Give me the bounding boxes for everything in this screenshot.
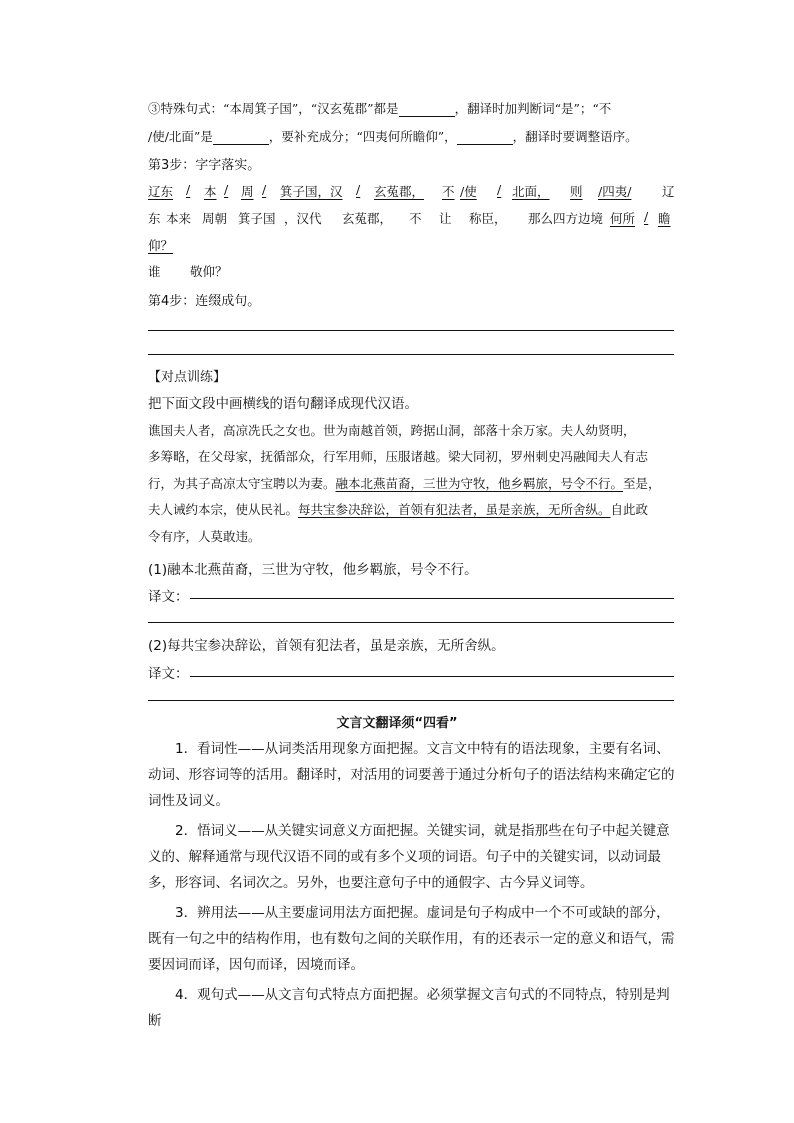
passage-text: 夫人诫约本宗，使从民礼。 xyxy=(148,502,299,517)
method-text: ——从主要虚词用法方面把握。虚词是句子构成中一个不可或缺的部分，既有一句之中的结构作用，也有数句之间的关联作用，有的还表示一定的意义和语气，需要因词而译，因句而译，因境而译。 xyxy=(148,905,675,973)
segment: 玄菟郡， xyxy=(374,184,425,199)
blank-field[interactable] xyxy=(457,131,513,145)
segment: 则 xyxy=(570,184,583,199)
answer-line[interactable] xyxy=(148,330,674,331)
segment: /使 xyxy=(460,184,477,199)
method-item-3 xyxy=(148,900,676,978)
method-text: ——从关键实词意义方面把握。关键实词，就是指那些在句子中起关键意义的、解释通常与现代汉语不同的或有多个义项的词语。句子中的关键实词，以动词最多，形容词、名词次之。另外，也要注意句子中的通假字、古今异义词等。 xyxy=(148,823,670,891)
gloss: 那么四方边境 xyxy=(528,211,604,226)
passage-line: 令有序，人莫敢违。 xyxy=(148,529,261,544)
gloss: ，汉代 xyxy=(284,211,322,226)
segment: /四夷/ xyxy=(598,184,632,199)
gloss: 东 xyxy=(148,211,161,226)
item3-line1 xyxy=(148,99,611,117)
translation-label: 译文： xyxy=(148,666,189,682)
segment-divider: / xyxy=(224,182,229,197)
item3-text: ③特殊句式：“本周箕子国”，“汉玄菟郡”都是 xyxy=(148,101,399,116)
gloss: 让 xyxy=(439,211,452,226)
segment-divider: / xyxy=(262,182,267,197)
method-title: 4．观句式 xyxy=(175,987,238,1003)
method-item-2 xyxy=(148,818,676,896)
method-item-4 xyxy=(148,982,676,1034)
segment: 辽 xyxy=(662,184,675,199)
training-instruction: 把下面文段中画横线的语句翻译成现代汉语。 xyxy=(148,396,418,412)
segment-divider: / xyxy=(186,182,191,197)
answer-line[interactable] xyxy=(148,700,674,701)
method-item-1 xyxy=(148,736,676,814)
answer-line[interactable] xyxy=(190,598,674,599)
underlined-sentence-1: 融本北燕苗裔，三世为守牧，他乡羁旅，号令不行。 xyxy=(335,476,624,491)
step3-label: 第3步：字字落实。 xyxy=(148,158,261,173)
method-title: 2．悟词义 xyxy=(175,823,238,839)
answer-line[interactable] xyxy=(190,676,674,677)
question-2: (2)每共宝参决辞讼，首领有犯法者，虽是亲族，无所舍纵。 xyxy=(148,638,505,654)
gloss: 箕子国 xyxy=(238,211,276,226)
gloss: 谁 xyxy=(148,264,161,279)
step4-label: 第4步：连缀成句。 xyxy=(148,294,261,309)
passage-line: 多筹略，在父母家，抚循部众，行军用师，压服诸越。梁大同初，罗州刺史冯融闻夫人有志 xyxy=(148,449,649,464)
method-text: ——从词类活用现象方面把握。文言文中特有的语法现象，主要有名词、动词、形容词等的活用。翻译时，对活用的词要善于通过分析句子的语法结构来确定它的词性及词义。 xyxy=(148,741,675,809)
passage-text: 至是， xyxy=(623,476,661,491)
answer-line[interactable] xyxy=(148,622,674,623)
segment: 不 xyxy=(442,184,455,199)
method-title: 3．辨用法 xyxy=(175,905,238,921)
item3-text: ，翻译时加判断词“是”；“不 xyxy=(454,101,612,116)
segment: 辽东 xyxy=(148,184,174,199)
passage-text: 自此政 xyxy=(610,502,649,517)
item3-line2 xyxy=(148,127,638,145)
question-1: (1)融本北燕苗裔，三世为守牧，他乡羁旅，号令不行。 xyxy=(148,562,478,578)
segment: 周 xyxy=(241,184,254,199)
gloss: 何所 xyxy=(610,211,636,226)
gloss: 本来 xyxy=(166,211,192,226)
segment-divider: / xyxy=(356,182,361,197)
gloss: 敬仰？ xyxy=(190,264,228,279)
passage-text: 行，为其子高凉太守宝聘以为妻。 xyxy=(148,476,336,491)
gloss: 称臣， xyxy=(469,211,507,226)
segment: 仰？ xyxy=(148,238,174,253)
item3-text: ，要补充成分；“四夷何所瞻仰”， xyxy=(268,129,457,144)
passage-line xyxy=(148,474,661,492)
segment: 本 xyxy=(204,184,217,199)
gloss: / xyxy=(644,209,649,224)
blank-field[interactable] xyxy=(399,103,455,117)
passage-line: 谯国夫人者，高凉冼氏之女也。世为南越首领，跨据山洞，部落十余万家。夫人幼贤明， xyxy=(148,423,636,438)
answer-line[interactable] xyxy=(148,354,674,355)
gloss: 不 xyxy=(409,211,422,226)
item3-text: /使/北面”是 xyxy=(148,129,213,144)
blank-field[interactable] xyxy=(213,131,269,145)
translation-label: 译文： xyxy=(148,589,189,605)
gloss: 瞻 xyxy=(658,211,671,226)
gloss: 玄菟郡， xyxy=(342,211,393,226)
gloss: 周朝 xyxy=(202,211,228,226)
method-title: 1．看词性 xyxy=(175,741,238,757)
section-title: 文言文翻译须“四看” xyxy=(336,716,458,731)
segment: 箕子国，汉 xyxy=(280,184,343,199)
segment-divider: / xyxy=(497,182,502,197)
underlined-sentence-2: 每共宝参决辞讼，首领有犯法者，虽是亲族，无所舍纵。 xyxy=(298,502,611,517)
item3-text: ，翻译时要调整语序。 xyxy=(512,129,638,144)
method-text: ——从文言句式特点方面把握。必须掌握文言句式的不同特点，特别是判断 xyxy=(148,987,670,1029)
segment: 北面， xyxy=(512,184,550,199)
training-heading: 【对点训练】 xyxy=(148,370,227,385)
passage-line xyxy=(148,500,648,518)
